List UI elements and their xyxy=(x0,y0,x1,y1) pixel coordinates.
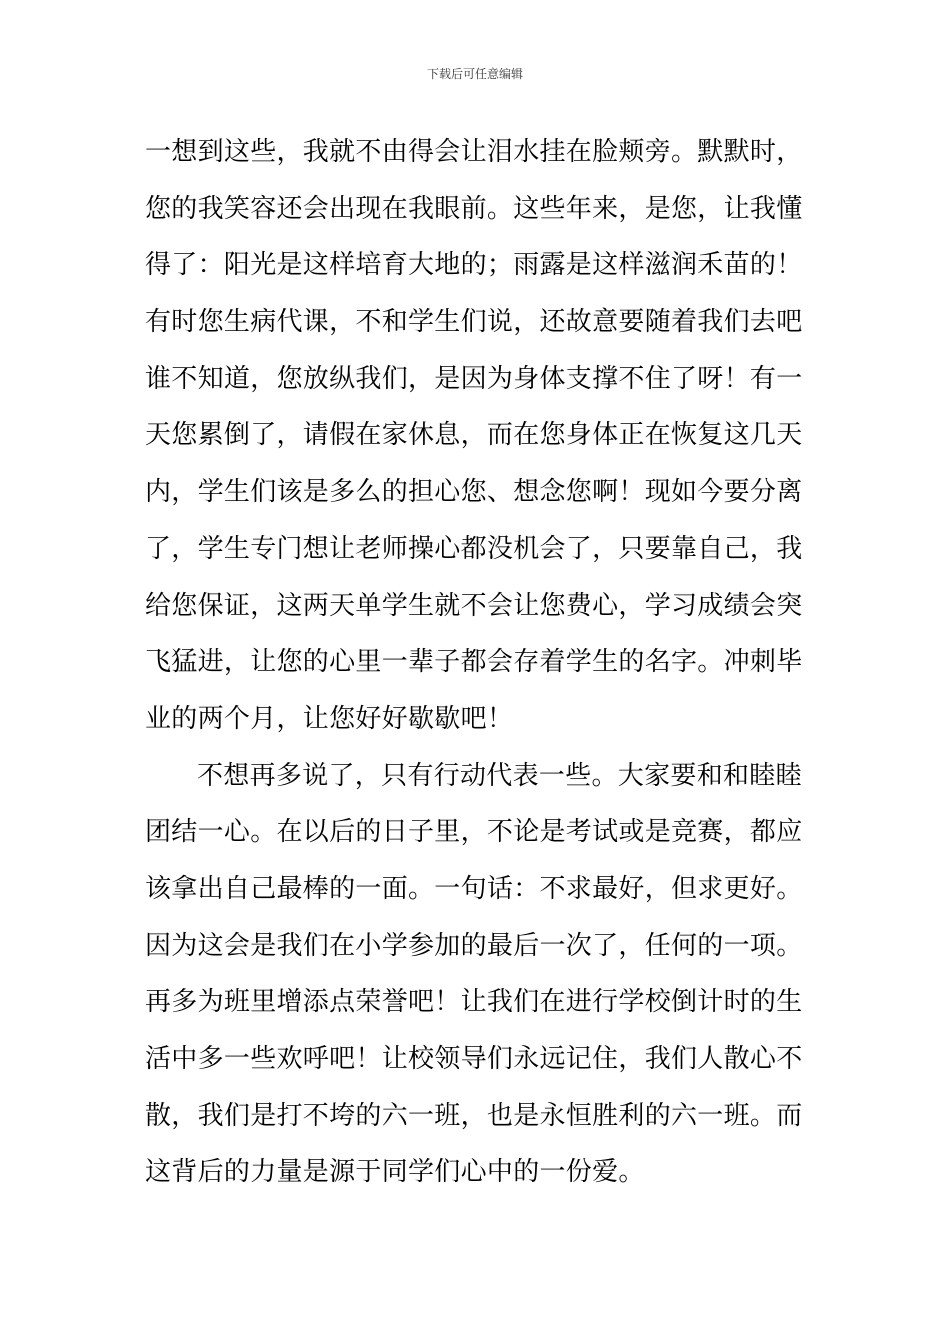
text-line: 再多为班里增添点荣誉吧！让我们在进行学校倒计时的生 xyxy=(145,987,803,1018)
text-line: 飞猛进，让您的心里一辈子都会存着学生的名字。冲刺毕 xyxy=(145,647,803,678)
text-line: 散，我们是打不垮的六一班，也是永恒胜利的六一班。而 xyxy=(145,1100,803,1131)
paragraph-1 xyxy=(145,124,810,748)
text-line: 活中多一些欢呼吧！让校领导们永远记住，我们人散心不 xyxy=(145,1044,803,1074)
text-line: 内，学生们该是多么的担心您、想念您啊！现如今要分离 xyxy=(145,477,803,508)
paragraph-2 xyxy=(145,748,810,1202)
text-line: 这背后的力量是源于同学们心中的一份爱。 xyxy=(145,1157,645,1188)
text-line: 不想再多说了，只有行动代表一些。大家要和和睦睦 xyxy=(197,760,802,791)
text-line: 业的两个月，让您好好歇歇吧！ xyxy=(145,703,514,734)
text-line: 因为这会是我们在小学参加的最后一次了，任何的一项。 xyxy=(145,930,803,961)
text-line: 一想到这些，我就不由得会让泪水挂在脸颊旁。默默时， xyxy=(145,137,803,167)
text-line: 团结一心。在以后的日子里，不论是考试或是竞赛，都应 xyxy=(145,817,803,848)
text-line: 该拿出自己最棒的一面。一句话：不求最好，但求更好。 xyxy=(145,873,803,904)
text-line: 天您累倒了，请假在家休息，而在您身体正在恢复这几天 xyxy=(145,420,803,451)
text-line: 您的我笑容还会出现在我眼前。这些年来，是您，让我懂 xyxy=(145,193,803,224)
text-line: 有时您生病代课，不和学生们说，还故意要随着我们去吧 xyxy=(145,307,803,338)
document-body xyxy=(145,124,810,1201)
text-line: 谁不知道，您放纵我们，是因为身体支撑不住了呀！有一 xyxy=(145,363,803,394)
text-line: 给您保证，这两天单学生就不会让您费心，学习成绩会突 xyxy=(145,590,803,621)
page-header: 下载后可任意编辑 xyxy=(426,67,523,81)
text-line: 了，学生专门想让老师操心都没机会了，只要靠自己，我 xyxy=(145,533,803,564)
text-line: 得了：阳光是这样培育大地的；雨露是这样滋润禾苗的！ xyxy=(145,250,803,281)
